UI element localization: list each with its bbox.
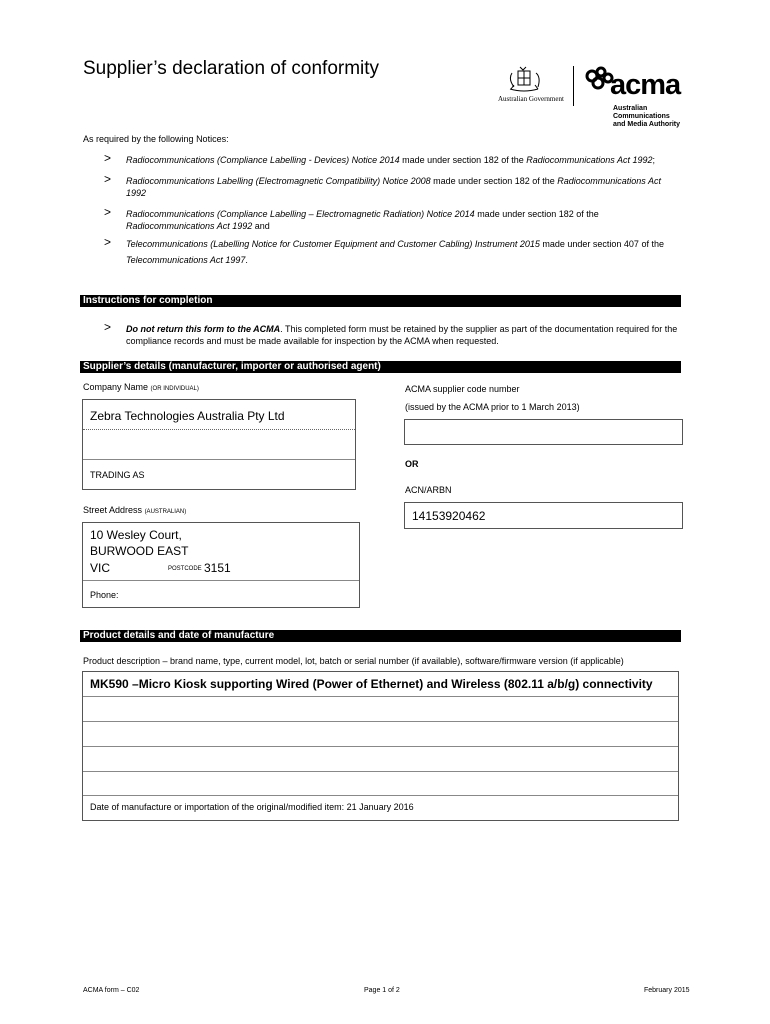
company-box [82, 399, 356, 490]
section-heading-supplier: Supplier’s details (manufacturer, importer or authorised agent) [80, 361, 681, 373]
supplier-code-sublabel: (issued by the ACMA prior to 1 March 2013) [405, 402, 580, 412]
acn-arbn-label: ACN/ARBN [405, 485, 452, 495]
section-heading-product: Product details and date of manufacture [80, 630, 681, 642]
government-logo-text: Australian Government [498, 95, 564, 103]
acma-logo-text: acma [610, 69, 681, 101]
company-name-label [83, 382, 199, 392]
page-title: Supplier’s declaration of conformity [83, 58, 380, 79]
bullet-arrow-icon: > [104, 235, 112, 249]
product-description-line2-field[interactable] [83, 697, 678, 721]
company-name-line2-field[interactable] [83, 430, 355, 460]
acma-subtitle-line: and Media Authority [613, 121, 681, 128]
product-description-line4-field[interactable] [83, 747, 678, 771]
bullet-arrow-icon: > [104, 151, 112, 165]
company-divider [83, 459, 355, 460]
notice-title: Radiocommunications Labelling (Electromagnetic Compatibility) Notice 2008 [126, 176, 431, 186]
product-description-line3-field[interactable] [83, 722, 678, 746]
street-address-line1-field[interactable]: 10 Wesley Court, [90, 528, 182, 542]
company-name-field[interactable]: Zebra Technologies Australia Pty Ltd [90, 409, 285, 423]
acma-subtitle-line: Communications [613, 113, 670, 120]
or-label: OR [405, 459, 419, 469]
notice-text: made under section 182 of the [474, 209, 599, 219]
state-field[interactable]: VIC [90, 561, 111, 575]
supplier-code-label: ACMA supplier code number [405, 384, 520, 394]
instructions-text: . This completed form must be retained by the supplier as part of the documentation required for the compliance records and must be made available for inspection by the ACMA when requested. [126, 324, 678, 346]
acn-arbn-field[interactable]: 14153920462 [412, 509, 486, 523]
notice-act: Radiocommunications Act 1992 [526, 155, 653, 165]
section-heading-instructions: Instructions for completion [80, 295, 681, 307]
phone-label: Phone: [90, 590, 119, 600]
notice-text: made under section 407 of the [539, 239, 664, 249]
product-description-label: Product description – brand name, type, current model, lot, batch or serial number (if available), software/firmware version (if applicable) [83, 656, 624, 666]
footer-page-number: Page 1 of 2 [364, 987, 400, 994]
product-box [82, 671, 679, 821]
postcode-field[interactable]: 3151 [204, 561, 231, 575]
notice-tail: . [245, 255, 248, 265]
product-description-line5-field[interactable] [83, 772, 678, 795]
supplier-code-field[interactable] [404, 419, 683, 445]
notice-act: Radiocommunications Act 1992 [126, 221, 253, 231]
notice-title: Telecommunications (Labelling Notice for Customer Equipment and Customer Cabling) Instrument 2015 [126, 239, 540, 249]
acn-arbn-box [404, 502, 683, 529]
footer-form-id: ACMA form – C02 [83, 987, 140, 994]
intro-text: As required by the following Notices: [83, 134, 229, 144]
street-address-label-note: (AUSTRALIAN) [144, 509, 187, 515]
notice-title: Radiocommunications (Compliance Labelling – Electromagnetic Radiation) Notice 2014 [126, 209, 475, 219]
notice-title: Radiocommunications (Compliance Labelling - Devices) Notice 2014 [126, 155, 400, 165]
trading-as-label: TRADING AS [90, 470, 145, 480]
product-divider [83, 795, 678, 796]
street-address-box [82, 522, 360, 608]
manufacture-date-field[interactable]: Date of manufacture or importation of the original/modified item: 21 January 2016 [90, 802, 414, 812]
company-name-label-note: (OR INDIVIDUAL) [150, 386, 199, 392]
acma-subtitle-line: Australian [613, 105, 648, 112]
footer-date: February 2015 [644, 987, 690, 994]
notice-tail: ; [652, 155, 655, 165]
notice-act: Radiocommunications Act 1992 [126, 176, 661, 198]
product-description-field[interactable]: MK590 –Micro Kiosk supporting Wired (Power of Ethernet) and Wireless (802.11 a/b/g) connectivity [90, 677, 653, 691]
address-divider [83, 580, 359, 581]
company-name-label-text: Company Name [83, 382, 149, 392]
notice-tail: and [252, 221, 270, 231]
bullet-arrow-icon: > [104, 320, 112, 334]
notice-text: made under section 182 of the [399, 155, 527, 165]
bullet-arrow-icon: > [104, 205, 112, 219]
street-address-line2-field[interactable]: BURWOOD EAST [90, 544, 189, 558]
notice-act: Telecommunications Act 1997 [126, 255, 246, 265]
acma-subtitle [613, 105, 680, 129]
notice-text: made under section 182 of the [430, 176, 558, 186]
postcode-label: POSTCODE [168, 566, 202, 572]
logo-divider [573, 66, 574, 106]
street-address-label-text: Street Address [83, 505, 143, 515]
instructions-bold: Do not return this form to the ACMA [126, 324, 281, 334]
street-address-label [83, 505, 186, 515]
bullet-arrow-icon: > [104, 172, 112, 186]
